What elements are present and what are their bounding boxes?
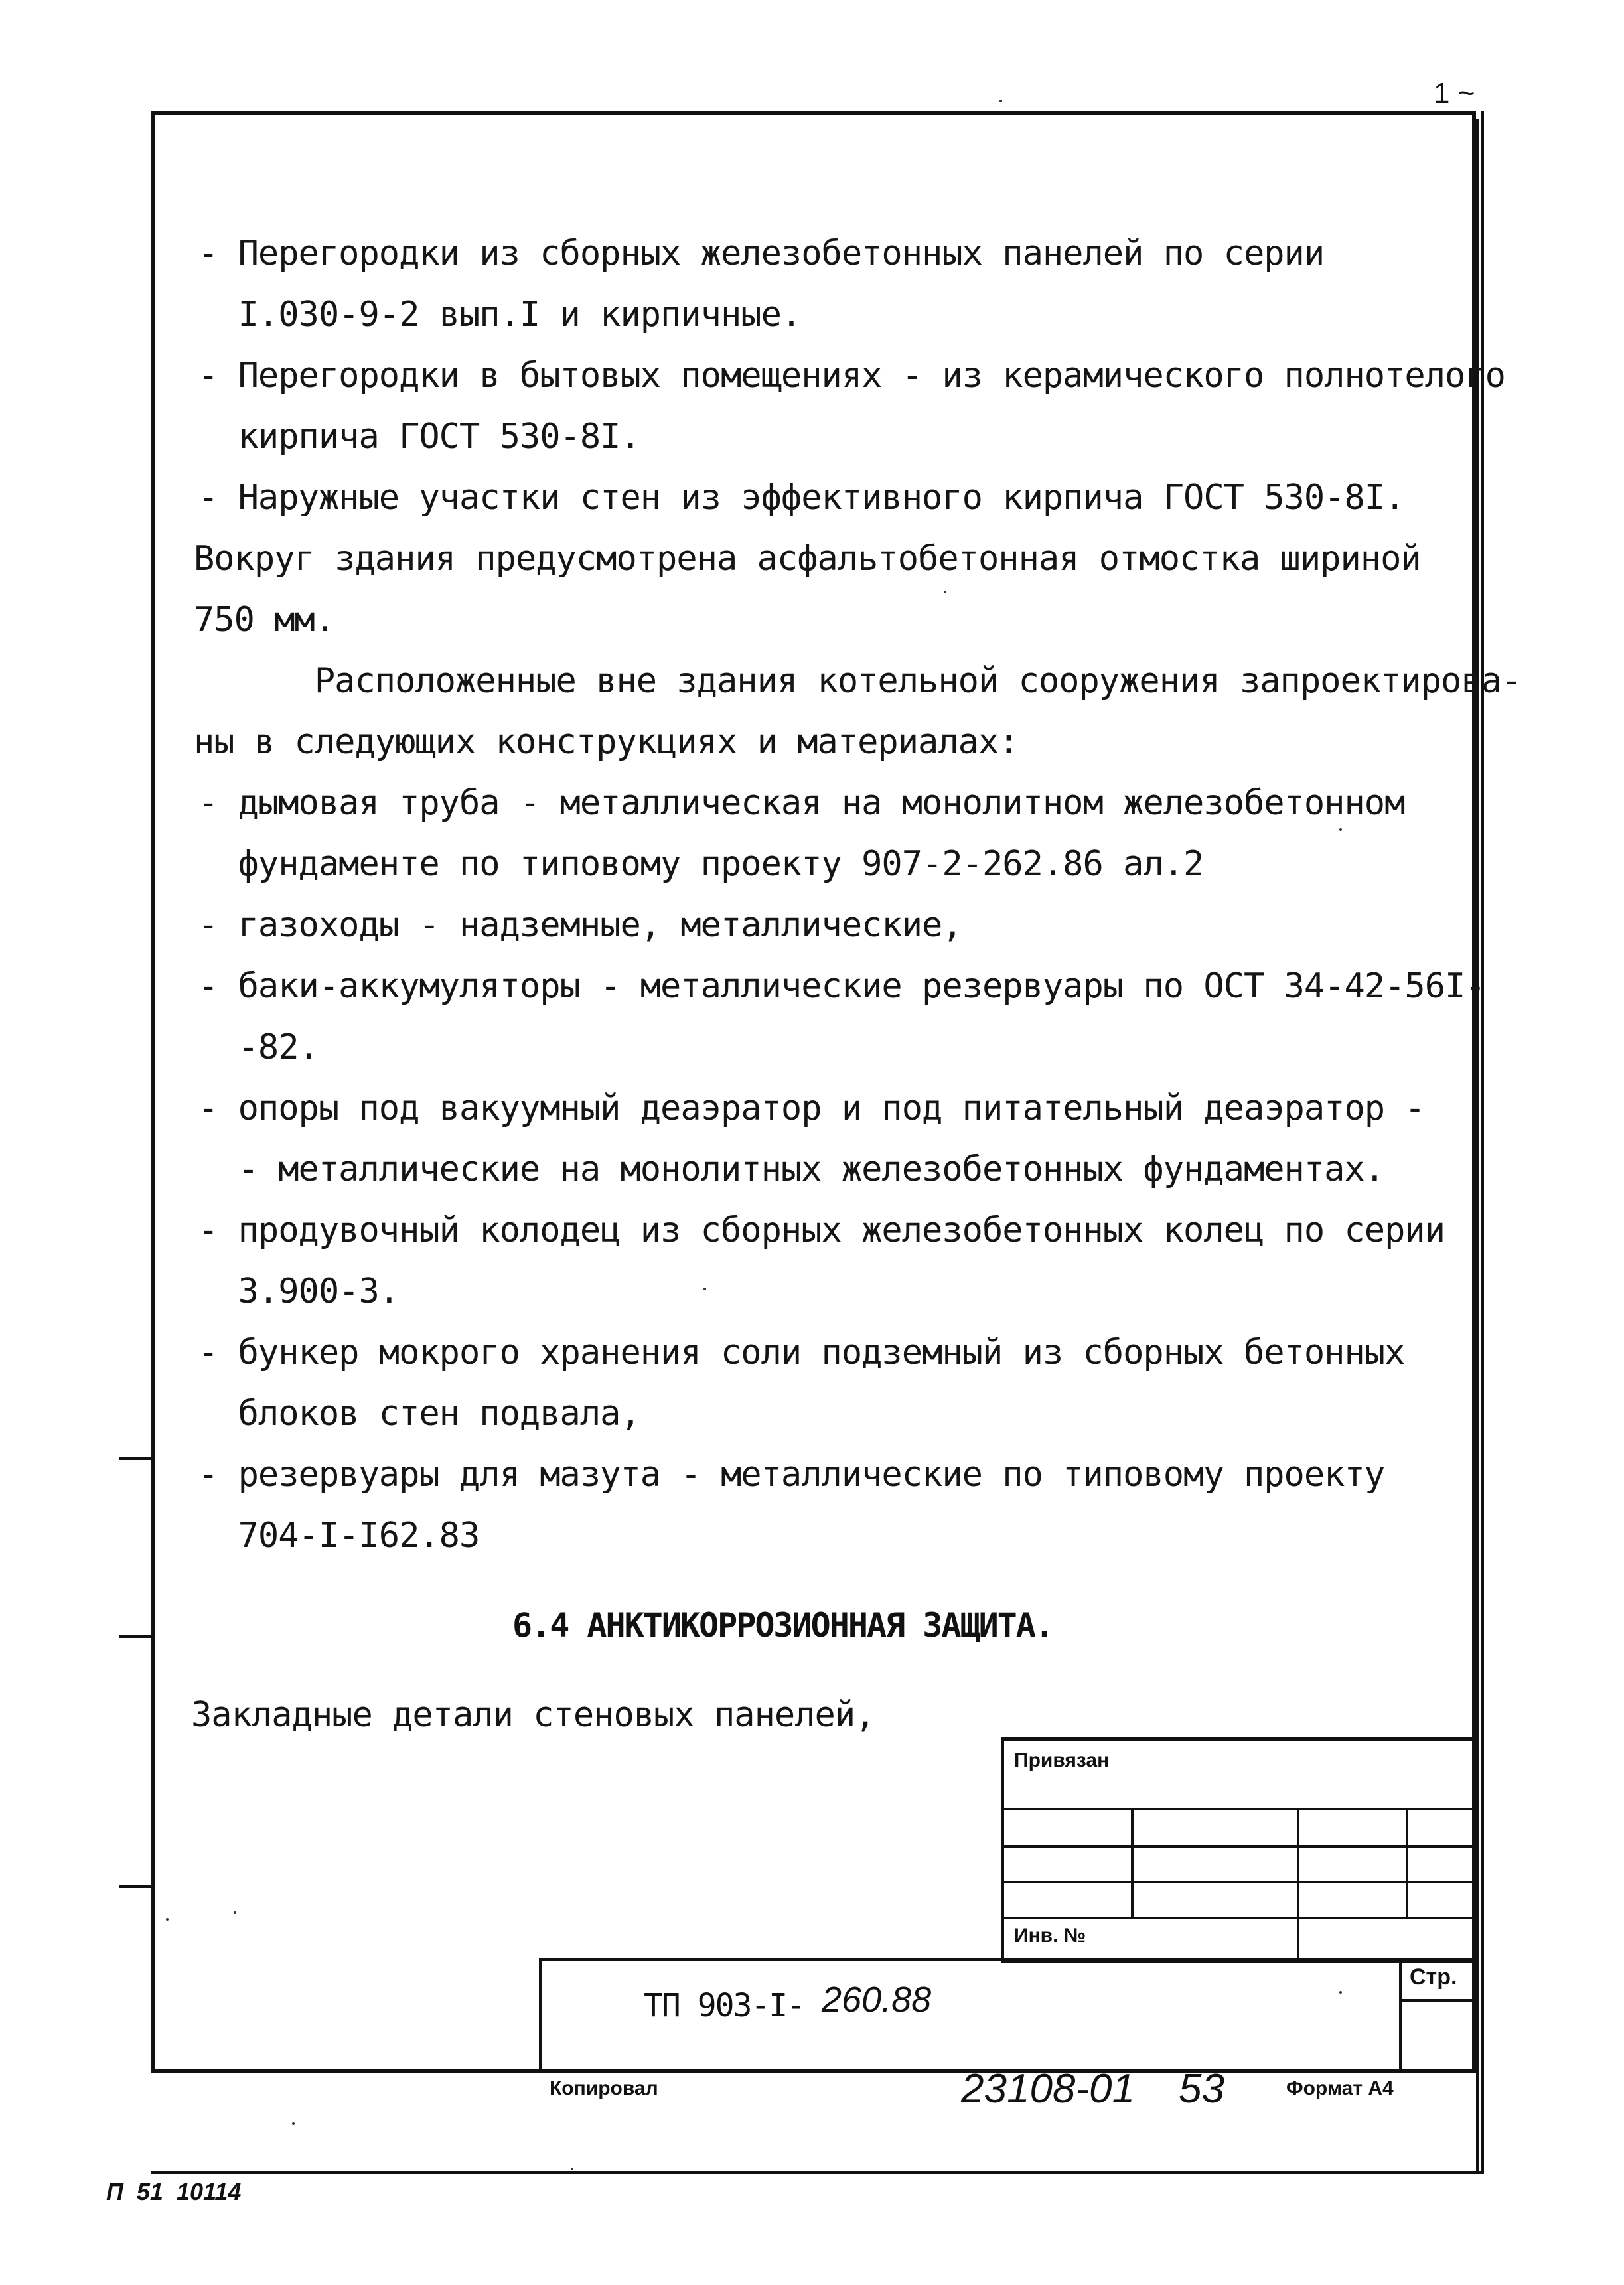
stamp-divider <box>1406 1808 1408 1917</box>
section-heading: 6.4 АНКТИКОРРОЗИОННАЯ ЗАЩИТА. <box>512 1606 1053 1645</box>
body-line: Вокруг здания предусмотрена асфальтобетонная отмостка шириной <box>194 539 1421 579</box>
body-line: -82. <box>198 1027 319 1067</box>
scan-speck <box>1339 828 1342 831</box>
body-line: 3.900-3. <box>198 1272 400 1311</box>
body-line: кирпича ГОСТ 530-8I. <box>198 417 640 457</box>
body-line: Расположенные вне здания котельной сооружения запроектирова- <box>194 661 1522 701</box>
stamp-rule <box>1001 1881 1476 1883</box>
inventory-number-label: Инв. № <box>1014 1925 1086 1947</box>
body-line: - Перегородки из сборных железобетонных панелей по серии <box>198 234 1325 273</box>
stamp-rule <box>1001 1808 1476 1810</box>
body-line: блоков стен подвала, <box>198 1394 640 1434</box>
scan-speck <box>999 100 1002 102</box>
stamp-rule <box>1001 1845 1476 1848</box>
body-line: фундаменте по типовому проекту 907-2-262.86 ал.2 <box>198 844 1204 884</box>
kopiroval-label: Копировал <box>550 2077 658 2099</box>
body-line: 704-I-I62.83 <box>198 1516 480 1556</box>
body-line: - баки-аккумуляторы - металлические резервуары по ОСТ 34-42-56I- <box>198 966 1485 1006</box>
title-block-divider <box>1399 1958 1402 2073</box>
margin-tick <box>119 1457 151 1460</box>
body-line: - Перегородки в бытовых помещениях - из керамического полнотелого <box>198 356 1505 396</box>
privyazan-label: Привязан <box>1014 1749 1110 1771</box>
format-label: Формат А4 <box>1286 2077 1394 2099</box>
body-line-last: Закладные детали стеновых панелей, <box>191 1695 875 1735</box>
doc-code-handwritten: 260.88 <box>822 1980 932 2020</box>
body-line: ны в следующих конструкциях и материалах: <box>194 722 1019 762</box>
body-line: - дымовая труба - металлическая на монолитном железобетонном <box>198 783 1405 823</box>
doc-code-printed: ТП 903-I- <box>644 1987 805 2024</box>
scan-speck <box>571 2168 573 2170</box>
body-line: - продувочный колодец из сборных железобетонных колец по серии <box>198 1211 1445 1250</box>
scan-speck <box>703 1288 706 1290</box>
page-right-edge <box>1476 119 1484 2174</box>
sheet-number: 53 <box>1179 2066 1224 2112</box>
page-label: Стр. <box>1410 1964 1457 1990</box>
body-line: - опоры под вакуумный деаэратор и под питательный деаэратор - <box>198 1088 1425 1128</box>
body-line: - резервуары для мазута - металлические по типовому проекту <box>198 1455 1385 1495</box>
scan-speck <box>292 2122 295 2125</box>
body-line: 750 мм. <box>194 600 335 640</box>
title-block-rule <box>1399 1999 1476 2002</box>
scan-speck <box>1339 1991 1342 1994</box>
stamp-rule <box>1001 1917 1476 1919</box>
body-line: - бункер мокрого хранения соли подземный из сборных бетонных <box>198 1333 1405 1372</box>
corner-code: П 51 10114 <box>106 2178 242 2205</box>
scan-speck <box>234 1911 236 1914</box>
stamp-divider <box>1131 1808 1134 1917</box>
body-line: I.030-9-2 вып.I и кирпичные. <box>198 295 802 334</box>
stamp-divider <box>1297 1808 1299 1960</box>
top-corner-mark: 1 ~ <box>1434 77 1475 110</box>
margin-tick <box>119 1885 151 1888</box>
archive-number: 23108-01 <box>961 2066 1136 2112</box>
scan-speck <box>166 1918 169 1921</box>
body-line: - металлические на монолитных железобетонных фундаментах. <box>198 1149 1385 1189</box>
body-line: - газоходы - надземные, металлические, <box>198 905 962 945</box>
margin-tick <box>119 1635 151 1638</box>
body-line: - Наружные участки стен из эффективного кирпича ГОСТ 530-8I. <box>198 478 1405 518</box>
scan-speck <box>944 591 946 593</box>
